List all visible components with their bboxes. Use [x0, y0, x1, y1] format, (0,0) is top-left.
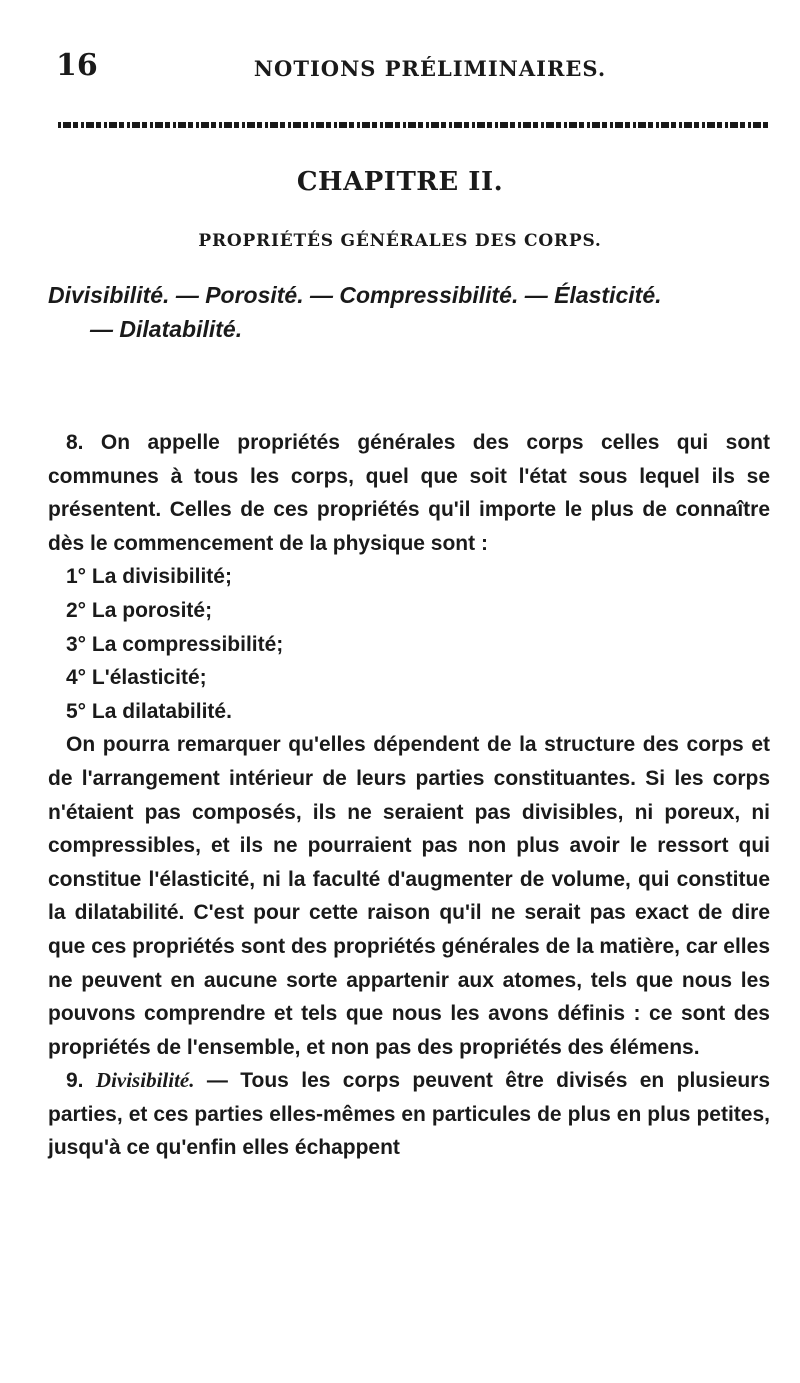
- ornament-rule: [58, 120, 768, 130]
- paragraph-8-continued: On pourra remarquer qu'elles dépendent de la structure des corps et de l'arrangement intérieur de leurs parties constituantes. Si les corps n'étaient pas composés, ils ne seraient pas divisibles, ni poreux, ni compressibles, et ils ne pourraient pas non plus avoir le ressort qui constitue l'élasticité, ni la faculté d'augmenter de volume, qui constitue la dilatabilité. C'est pour cette raison qu'il ne serait pas exact de dire que ces propriétés sont des propriétés générales de la matière, car elles ne peuvent en aucune sorte appartenir aux atomes, tels que nous les pouvons comprendre et tels que nous les avons définis : ce sont des propriétés de l'ensemble, et non pas des propriétés des élémens.: [48, 733, 770, 1059]
- running-head: [0, 46, 800, 86]
- chapter-subtitle: PROPRIÉTÉS GÉNÉRALES DES CORPS.: [198, 231, 602, 251]
- paragraph-9-term: Divisibilité.: [95, 1068, 195, 1093]
- topics-line-2: — Dilatabilité.: [90, 316, 243, 342]
- paragraph-9: [48, 1064, 770, 1165]
- list-item: 1° La divisibilité;: [66, 565, 232, 589]
- body-text: [48, 426, 770, 1165]
- topics-line-1: Divisibilité. — Porosité. — Compressibilité. — Élasticité.: [48, 282, 662, 308]
- list-item: 4° L'élasticité;: [66, 666, 207, 690]
- list-item: 2° La porosité;: [66, 598, 213, 622]
- running-title: NOTIONS PRÉLIMINAIRES.: [253, 56, 607, 81]
- page-number: 16: [56, 48, 98, 83]
- chapter-title: CHAPITRE II.: [296, 167, 504, 197]
- list-item: 3° La compressibilité;: [66, 632, 284, 656]
- paragraph-9-text: — Tous les corps peuvent être divisés en plusieurs parties, et ces parties elles-mêmes en particules de plus en plus petites, jusqu'à ce qu'enfin elles échappent: [48, 1069, 771, 1160]
- paragraph-8: 8. On appelle propriétés générales des corps celles qui sont communes à tous les corps, quel que soit l'état sous lequel ils se présentent. Celles de ces propriétés qu'il importe le plus de connaître dès le commencement de la physique sont :: [48, 431, 770, 555]
- paragraph-9-number: 9.: [66, 1069, 84, 1093]
- chapter-topics: [48, 282, 768, 343]
- list-item: 5° La dilatabilité.: [66, 699, 232, 723]
